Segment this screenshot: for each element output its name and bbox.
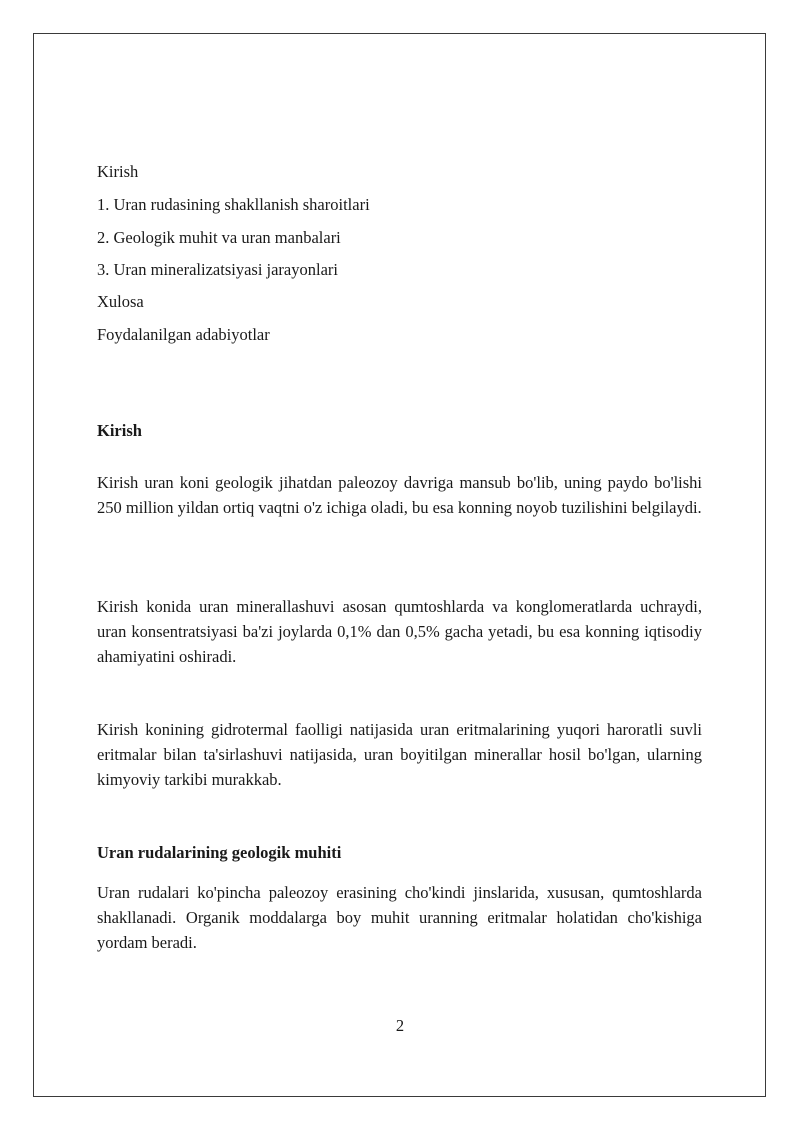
toc-item-chapter-2: 2. Geologik muhit va uran manbalari: [97, 228, 341, 247]
paragraph-geology-1: Uran rudalari ko'pincha paleozoy erasining cho'kindi jinslarida, xususan, qumtoshlarda shakllanadi. Organik moddalarga boy muhit uranning eritmalar holatidan cho'kishiga yordam beradi.: [97, 883, 702, 952]
toc-item-chapter-3: 3. Uran mineralizatsiyasi jarayonlari: [97, 260, 338, 279]
toc-item-introduction: Kirish: [97, 162, 139, 181]
section-heading-geologic-environment: Uran rudalarining geologik muhiti: [97, 843, 342, 862]
paragraph-intro-1: Kirish uran koni geologik jihatdan paleozoy davriga mansub bo'lib, uning paydo bo'lishi 250 million yildan ortiq vaqtni o'z ichiga oladi, bu esa konning noyob tuzilishini belgilaydi.: [97, 473, 702, 517]
section-heading-introduction: Kirish: [97, 421, 142, 440]
page-number: 2: [395, 1016, 405, 1035]
paragraph-intro-2: Kirish konida uran minerallashuvi asosan qumtoshlarda va konglomeratlarda uchraydi, uran konsentratsiyasi ba'zi joylarda 0,1% dan 0,5% gacha yetadi, bu esa konning iqtisodiy ahamiyatini oshiradi.: [97, 597, 702, 666]
toc-item-conclusion: Xulosa: [97, 292, 144, 311]
toc-item-references: Foydalanilgan adabiyotlar: [97, 325, 270, 344]
toc-item-chapter-1: 1. Uran rudasining shakllanish sharoitlari: [97, 195, 370, 214]
paragraph-intro-3: Kirish konining gidrotermal faolligi natijasida uran eritmalarining yuqori haroratli suvli eritmalar bilan ta'sirlashuvi natijasida, uran boyitilgan minerallar hosil bo'lgan, ularning kimyoviy tarkibi murakkab.: [97, 720, 702, 789]
